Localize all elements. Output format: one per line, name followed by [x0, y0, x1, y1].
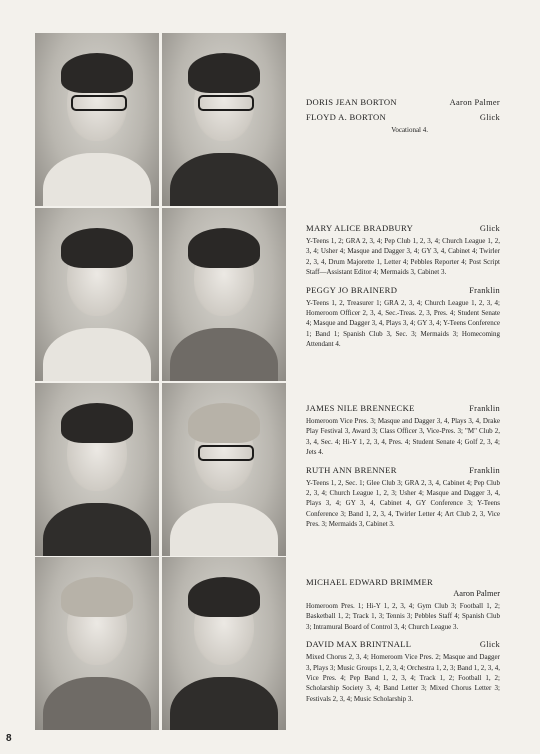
student-activities: Mixed Chorus 2, 3, 4; Homeroom Vice Pres. 2; Masque and Dagger 3, Plays 3; Music Groups 1, 2, 3, 4; Orchestra 1, 2, 3; Band 1, 2, 3, 4, Vice Pres. 4; Pep Band 1, 2, 3, 4; Track 1, 2; Football 1, 2; Scholarship Society 3, 4; Band Letter 3; Mixed Chorus Letter 3; Festivals 2, 3, 4; Music Scholarship 3.	[306, 653, 500, 703]
bio-block	[306, 402, 500, 536]
portrait-doris-jean-borton	[35, 33, 159, 206]
student-entry	[306, 222, 500, 235]
portrait-peggy-jo-brainerd	[162, 208, 286, 381]
student-activities: Homeroom Pres. 1; Hi-Y 1, 2, 3, 4; Gym Club 3; Football 1, 2; Basketball 1, 2; Track 1, 3; Tennis 3; Pebbles Staff 4; Spanish Club 3; Intramural Board of Control 3, 4; Church League 3.	[306, 602, 500, 631]
page-number: 8	[6, 733, 12, 744]
portrait-david-max-brintnall	[162, 557, 286, 730]
portrait-floyd-a-borton	[162, 33, 286, 206]
student-name: MARY ALICE BRADBURY	[306, 223, 414, 233]
student-entry	[306, 96, 500, 109]
student-name: DORIS JEAN BORTON	[306, 97, 397, 107]
student-activities: Y-Teens 1, 2, Sec. 1; Glee Club 3; GRA 2, 3, 4, Cabinet 4; Pep Club 2, 3, 4; Church League 1, 2, 3; Usher 4; Masque and Dagger 3, 4, Plays 3, 4; GY 3, 4, Cabinet 4, GY Conference 3; Y-Teens Conference 3; Band 1, 2, 3, 4, Twirler Letter 4; Art Club 2, 3, Vice Pres. 3; Mermaids 3, Cabinet 3.	[306, 478, 500, 529]
student-name: PEGGY JO BRAINERD	[306, 284, 398, 295]
student-school: Glick	[479, 640, 500, 650]
student-school: Franklin	[469, 404, 500, 413]
student-name: FLOYD A. BORTON	[306, 112, 386, 122]
student-name: JAMES NILE BRENNECKE	[306, 403, 415, 413]
bio-block	[306, 576, 500, 710]
student-school: Franklin	[469, 285, 500, 295]
student-school: Aaron Palmer	[453, 589, 500, 598]
student-entry	[306, 284, 500, 297]
portrait-row	[35, 33, 286, 206]
portrait-mary-alice-bradbury	[35, 208, 159, 381]
student-name: DAVID MAX BRINTNALL	[306, 639, 412, 650]
student-activities: Y-Teens 1, 2; GRA 2, 3, 4; Pep Club 1, 2, 3, 4; Church League 1, 2, 3, 4; Usher 4; Masque and Dagger 3, 4; GY 3, 4, Cabinet 4; Twirler 2, 3, 4, Drum Majorette 1, Letter 4; Pebbles Reporter 4; Post Script Staff—Assistant Editor 4; Mermaids 3, Cabinet 3.	[306, 237, 500, 277]
student-entry	[306, 111, 500, 124]
bio-block	[306, 222, 500, 356]
student-entry	[306, 638, 500, 651]
portrait-james-nile-brennecke	[35, 383, 159, 556]
student-entry	[306, 576, 500, 588]
portrait-michael-edward-brimmer	[35, 557, 159, 730]
bio-block	[306, 96, 500, 141]
student-activities: Vocational 4.	[391, 126, 428, 134]
student-school: Aaron Palmer	[449, 98, 500, 107]
student-activities: Y-Teens 1, 2, Treasurer 1; GRA 2, 3, 4; Church League 1, 2, 3, 4; Homeroom Officer 2, 3, 4, Sec.-Treas. 2, 3, Pres. 4; Student Senate 4; Masque and Dagger 3, 4, Plays 3, 4; GY 3, 4; Y-Teens Conference 1; Band 1; Spanish Club 3, Sec. 3; Mermaids 3; Homecoming Attendant 4.	[306, 298, 500, 349]
student-entry	[306, 464, 500, 477]
student-name: RUTH ANN BRENNER	[306, 464, 397, 475]
student-school: Franklin	[469, 465, 500, 475]
portrait-row	[35, 557, 286, 730]
student-school: Glick	[479, 224, 500, 233]
student-entry	[306, 402, 500, 415]
student-name: MICHAEL EDWARD BRIMMER	[306, 577, 434, 587]
portrait-ruth-ann-brenner	[162, 383, 286, 556]
portrait-row	[35, 208, 286, 381]
student-activities: Homeroom Vice Pres. 3; Masque and Dagger 3, 4, Plays 3, 4, Drake Play Festival 3, Award 3; Class Officer 3, Vice-Pres. 3; "M" Club 2, 3, 4, Sec. 4; Hi-Y 1, 2, 3, 4, Pres. 4; Student Senate 4; Golf 2, 3, 4; Jets 4.	[306, 417, 500, 457]
portrait-row	[35, 383, 286, 556]
student-school: Glick	[479, 113, 500, 122]
